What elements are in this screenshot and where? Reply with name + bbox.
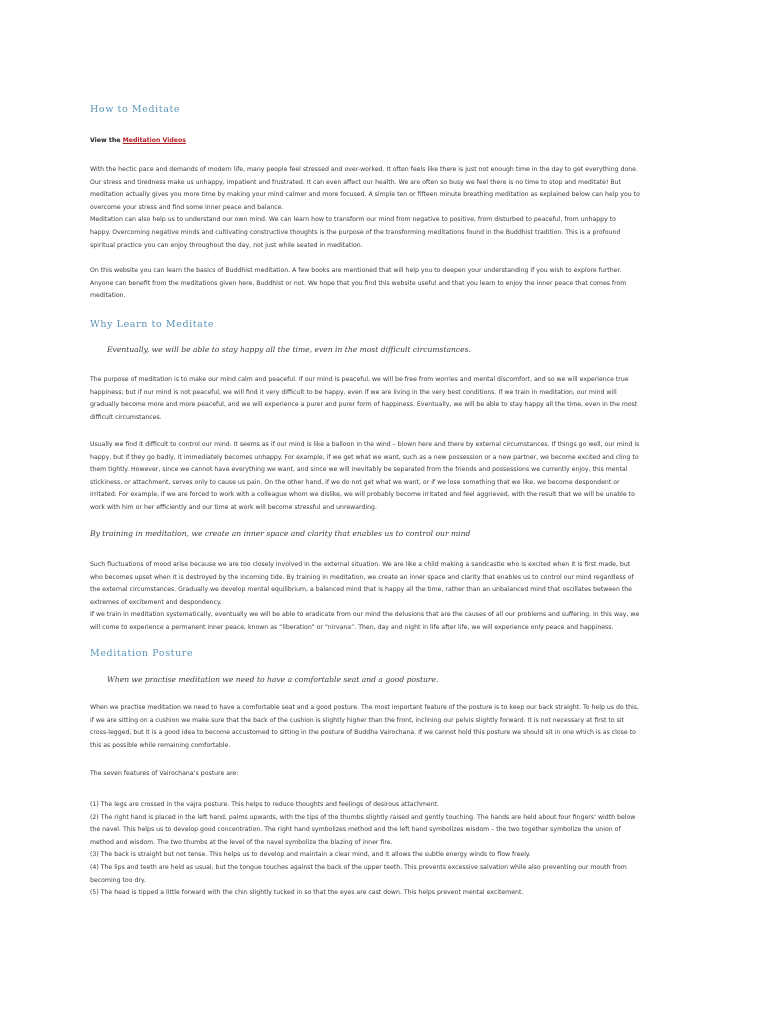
quote-inner-space: By training in meditation, we create an inner space and clarity that enables us to control our mind [90, 529, 471, 538]
view-videos-line [90, 137, 186, 144]
text-line: work with him or her efficiently and our time at work will become stressful and unrewarding. [90, 503, 377, 511]
text-line: happiness; but if our mind is not peaceful, we will find it very difficult to be happy, even if we are living in the very best conditions. If we train in meditation, our mind will [90, 388, 617, 396]
text-line: Such fluctuations of mood arise because we are too closely involved in the external situation. We are like a child making a sandcastle who is excited when it is first made, but [90, 561, 631, 568]
text-line: If we train in meditation systematically, eventually we will be able to eradicate from our mind the delusions that are the causes of all our problems and suffering. In this way, we [90, 611, 640, 619]
text-line: this as possible while remaining comfortable. [90, 741, 231, 749]
text-line: spiritual practice you can enjoy throughout the day, not just while seated in meditation. [90, 241, 363, 249]
website-paragraph [90, 265, 678, 303]
text-line: overcome your stress and find some inner peace and balance. [90, 203, 284, 211]
text-line: (2) The right hand is placed in the left hand, palms upwards, with the tips of the thumbs slightly raised and gently touching. The hands are held about four fingers’ width below [90, 813, 636, 821]
text-line: the navel. This helps us to develop good concentration. The right hand symbolizes method and the left hand symbolizes wisdom – the two together symbolize the union of [90, 826, 621, 834]
seven-features-intro: The seven features of Vairochana’s posture are: [90, 770, 239, 777]
text-line: (1) The legs are crossed in the vajra posture. This helps to reduce thoughts and feelings of desirous attachment. [90, 801, 440, 808]
text-line: Our stress and tiredness make us unhappy, impatient and frustrated. It can even affect our health. We are often so busy we feel there is no time to stop and meditate! But [90, 178, 622, 186]
quote-comfortable-seat: When we practise meditation we need to have a comfortable seat and a good posture. [107, 675, 439, 684]
text-line: (3) The back is straight but not tense. This helps us to develop and maintain a clear mind, and it allows the subtle energy winds to flow freely. [90, 851, 531, 859]
text-line: (4) The lips and teeth are held as usual, but the tongue touches against the back of the upper teeth. This prevents excessive salvation while also preventing our mouth from [90, 863, 627, 871]
text-line: meditation. [90, 292, 126, 300]
text-line: When we practise meditation we need to have a comfortable seat and a good posture. The most important feature of the posture is to keep our back straight. To help us do this, [90, 704, 639, 711]
heading-how-to-meditate: How to Meditate [90, 104, 181, 115]
view-prefix: View the [90, 137, 123, 144]
text-line: will come to experience a permanent inner peace, known as “liberation” or “nirvana”. Then, day and night in life after life, we will experience only peace and happiness. [90, 623, 614, 631]
text-line: who becomes upset when it is destroyed by the incoming tide. By training in meditation, we create an inner space and clarity that enables us to control our mind regardless of [90, 573, 634, 581]
purpose-paragraph [90, 374, 678, 424]
text-line: meditation actually gives you more time by making your mind calmer and more focused. A simple ten or fifteen minute breathing meditation as explained below can help you to [90, 191, 640, 199]
text-line: The purpose of meditation is to make our mind calm and peaceful. If our mind is peaceful, we will be free from worries and mental discomfort, and so we will experience true [90, 376, 629, 383]
text-line: (5) The head is tipped a little forward with the chin slightly tucked in so that the eyes are cast down. This helps prevent mental excitement. [90, 889, 524, 897]
meditation-videos-link[interactable]: Meditation Videos [122, 137, 186, 144]
fluctuations-paragraph [90, 559, 678, 635]
text-line: With the hectic pace and demands of modern life, many people feel stressed and over-worked. It often feels like there is just not enough time in the day to get everything done. [90, 166, 638, 173]
text-line: On this website you can learn the basics of Buddhist meditation. A few books are mentioned that will help you to deepen your understanding if you wish to explore further. [90, 267, 622, 274]
text-line: becoming too dry. [90, 876, 146, 884]
text-line: irritated. For example, if we are forced to work with a colleague whom we dislike, we will probably become irritated and feel aggrieved, with the result that we will be unable to [90, 491, 635, 499]
text-line: Usually we find it difficult to control our mind. It seems as if our mind is like a balloon in the wind – blown here and there by external circumstances. If things go well, our mind is [90, 441, 640, 448]
text-line: difficult circumstances. [90, 413, 162, 421]
posture-paragraph [90, 702, 678, 752]
features-list [90, 799, 678, 900]
text-line: gradually become more and more peaceful, and we will experience a purer and purer form of happiness. Eventually, we will be able to stay happy all the time, even in the most [90, 401, 638, 409]
usually-paragraph [90, 439, 678, 515]
intro-paragraph [90, 164, 678, 252]
text-line: Anyone can benefit from the meditations given here, Buddhist or not. We hope that you find this website useful and that you learn to enjoy the inner peace that comes from [90, 279, 627, 287]
heading-why-learn: Why Learn to Meditate [90, 319, 215, 330]
text-line: stickiness, or attachment, serves only to cause us pain. On the other hand, if we do not get what we want, or if we lose something that we like, we become despondent or [90, 478, 620, 486]
text-line: cross-legged, but it is a good idea to become accustomed to sitting in the posture of Buddha Vairochana. If we cannot hold this posture we should sit in one which is as close to [90, 729, 636, 737]
text-line: if we are sitting on a cushion we make sure that the back of the cushion is slightly higher than the front, inclining our pelvis slightly forward. It is not necessary at first to sit [90, 716, 624, 724]
text-line: Meditation can also help us to understand our own mind. We can learn how to transform our mind from negative to positive, from disturbed to peaceful, from unhappy to [90, 216, 616, 224]
text-line: happy. Overcoming negative minds and cultivating constructive thoughts is the purpose of the transforming meditations found in the Buddhist tradition. This is a profound [90, 228, 621, 236]
text-line: them tightly. However, since we cannot have everything we want, and since we will inevitably be separated from the friends and possessions we currently enjoy, this mental [90, 466, 628, 474]
heading-meditation-posture: Meditation Posture [90, 648, 194, 659]
text-line: the external circumstances. Gradually we develop mental equilibrium, a balanced mind that is happy all the time, rather than an unbalanced mind that oscillates between the [90, 586, 632, 594]
quote-stay-happy: Eventually, we will be able to stay happy all the time, even in the most difficult circumstances. [107, 345, 471, 354]
text-line: method and wisdom. The two thumbs at the level of the navel symbolize the blazing of inner fire. [90, 838, 393, 846]
text-line: extremes of excitement and despondency. [90, 598, 222, 606]
text-line: happy, but if they go badly, it immediately becomes unhappy. For example, if we get what we want, such as a new possession or a new partner, we become excited and cling to [90, 453, 639, 461]
